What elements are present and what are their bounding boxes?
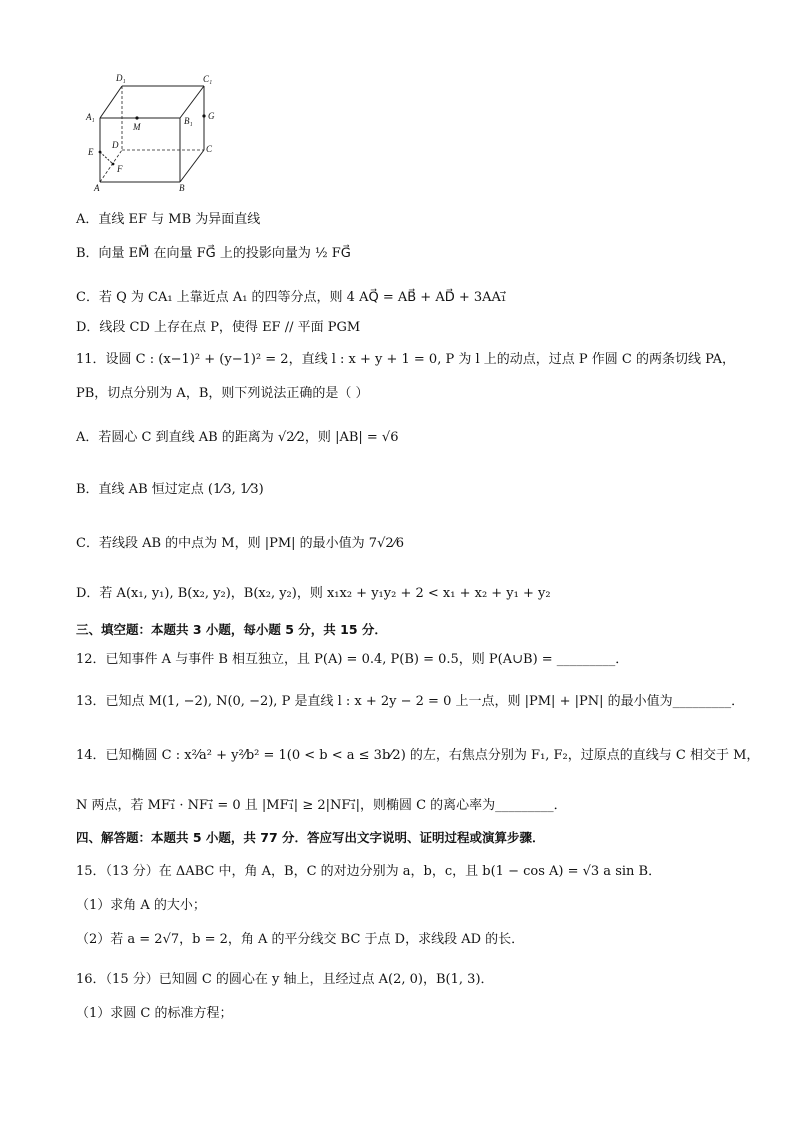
q11-option-d: D．若 A(x₁, y₁), B(x₂, y₂)，B(x₂, y₂)，则 x₁x₂ + y₁y₂ + 2 < x₁ + x₂ + y₁ + y₂ <box>76 586 551 601</box>
label-m: M <box>133 122 141 132</box>
segment-ef <box>100 152 113 164</box>
q16-part1: （1）求圆 C 的标准方程； <box>76 1006 233 1021</box>
label-c1: C₁ <box>203 74 213 84</box>
label-b: B <box>179 183 185 193</box>
q15-stem: 15．（13 分）在 ΔABC 中，角 A，B，C 的对边分别为 a，b，c，且 b(1 − cos A) = √3 a sin B． <box>76 864 662 879</box>
q10-option-a: A．直线 EF 与 MB 为异面直线 <box>76 212 261 227</box>
q15-part1: （1）求角 A 的大小； <box>76 898 206 913</box>
label-d1: D₁ <box>116 73 126 83</box>
q14-line2: N 两点，若 MF₁⃗ · NF₁⃗ = 0 且 |MF₁⃗| ≥ 2|NF₁⃗|，则椭圆 C 的离心率为_________． <box>76 798 567 813</box>
section-4-heading: 四、解答题：本题共 5 小题，共 77 分．答应写出文字说明、证明过程或演算步骤． <box>76 830 545 845</box>
q14-line1: 14．已知椭圆 C : x²⁄a² + y²⁄b² = 1(0 < b < a ≤ 3b⁄2) 的左，右焦点分别为 F₁, F₂，过原点的直线与 C 相交于 M， <box>76 748 760 763</box>
point-g <box>202 114 205 117</box>
label-f: F <box>117 164 123 174</box>
label-b1: B₁ <box>184 116 193 126</box>
point-e <box>99 151 102 154</box>
point-f <box>112 163 115 166</box>
q10-option-b: B．向量 EM⃗ 在向量 FG⃗ 上的投影向量为 ½ FG⃗ <box>76 246 351 261</box>
cube-figure <box>80 70 230 200</box>
section-3-heading: 三、填空题：本题共 3 小题，每小题 5 分，共 15 分． <box>76 622 387 637</box>
q11-option-b: B．直线 AB 恒过定点 (1⁄3, 1⁄3) <box>76 482 264 497</box>
q11-option-c: C．若线段 AB 的中点为 M，则 |PM| 的最小值为 7√2⁄6 <box>76 536 405 551</box>
cube-hidden-edges <box>100 86 204 182</box>
label-g: G <box>208 111 215 121</box>
q11-option-a: A．若圆心 C 到直线 AB 的距离为 √2⁄2，则 |AB| = √6 <box>76 430 399 445</box>
q13: 13．已知点 M(1, −2), N(0, −2), P 是直线 l : x + 2y − 2 = 0 上一点，则 |PM| + |PN| 的最小值为_________． <box>76 694 745 709</box>
label-c: C <box>206 144 213 154</box>
q12: 12．已知事件 A 与事件 B 相互独立，且 P(A) = 0.4, P(B) = 0.5，则 P(A∪B) = _________． <box>76 652 629 667</box>
label-a: A <box>94 183 100 193</box>
label-e: E <box>88 147 94 157</box>
q10-option-d: D．线段 CD 上存在点 P，使得 EF // 平面 PGM <box>76 320 361 335</box>
point-m <box>135 116 138 119</box>
label-a1: A₁ <box>86 112 95 122</box>
cube-edges <box>100 86 204 182</box>
q10-option-c: C．若 Q 为 CA₁ 上靠近点 A₁ 的四等分点，则 4 AQ⃗ = AB⃗ + AD⃗ + 3AA₁⃗ <box>76 290 507 305</box>
q16-stem: 16．（15 分）已知圆 C 的圆心在 y 轴上，且经过点 A(2, 0)，B(1, 3)． <box>76 972 494 987</box>
q15-part2: （2）若 a = 2√7，b = 2，角 A 的平分线交 BC 于点 D，求线段 AD 的长． <box>76 932 525 947</box>
label-d: D <box>112 140 119 150</box>
q11-stem-line1: 11．设圆 C : (x−1)² + (y−1)² = 2，直线 l : x + y + 1 = 0, P 为 l 上的动点，过点 P 作圆 C 的两条切线 PA， <box>76 352 736 367</box>
q11-stem-line2: PB，切点分别为 A，B，则下列说法正确的是（ ） <box>76 386 369 401</box>
